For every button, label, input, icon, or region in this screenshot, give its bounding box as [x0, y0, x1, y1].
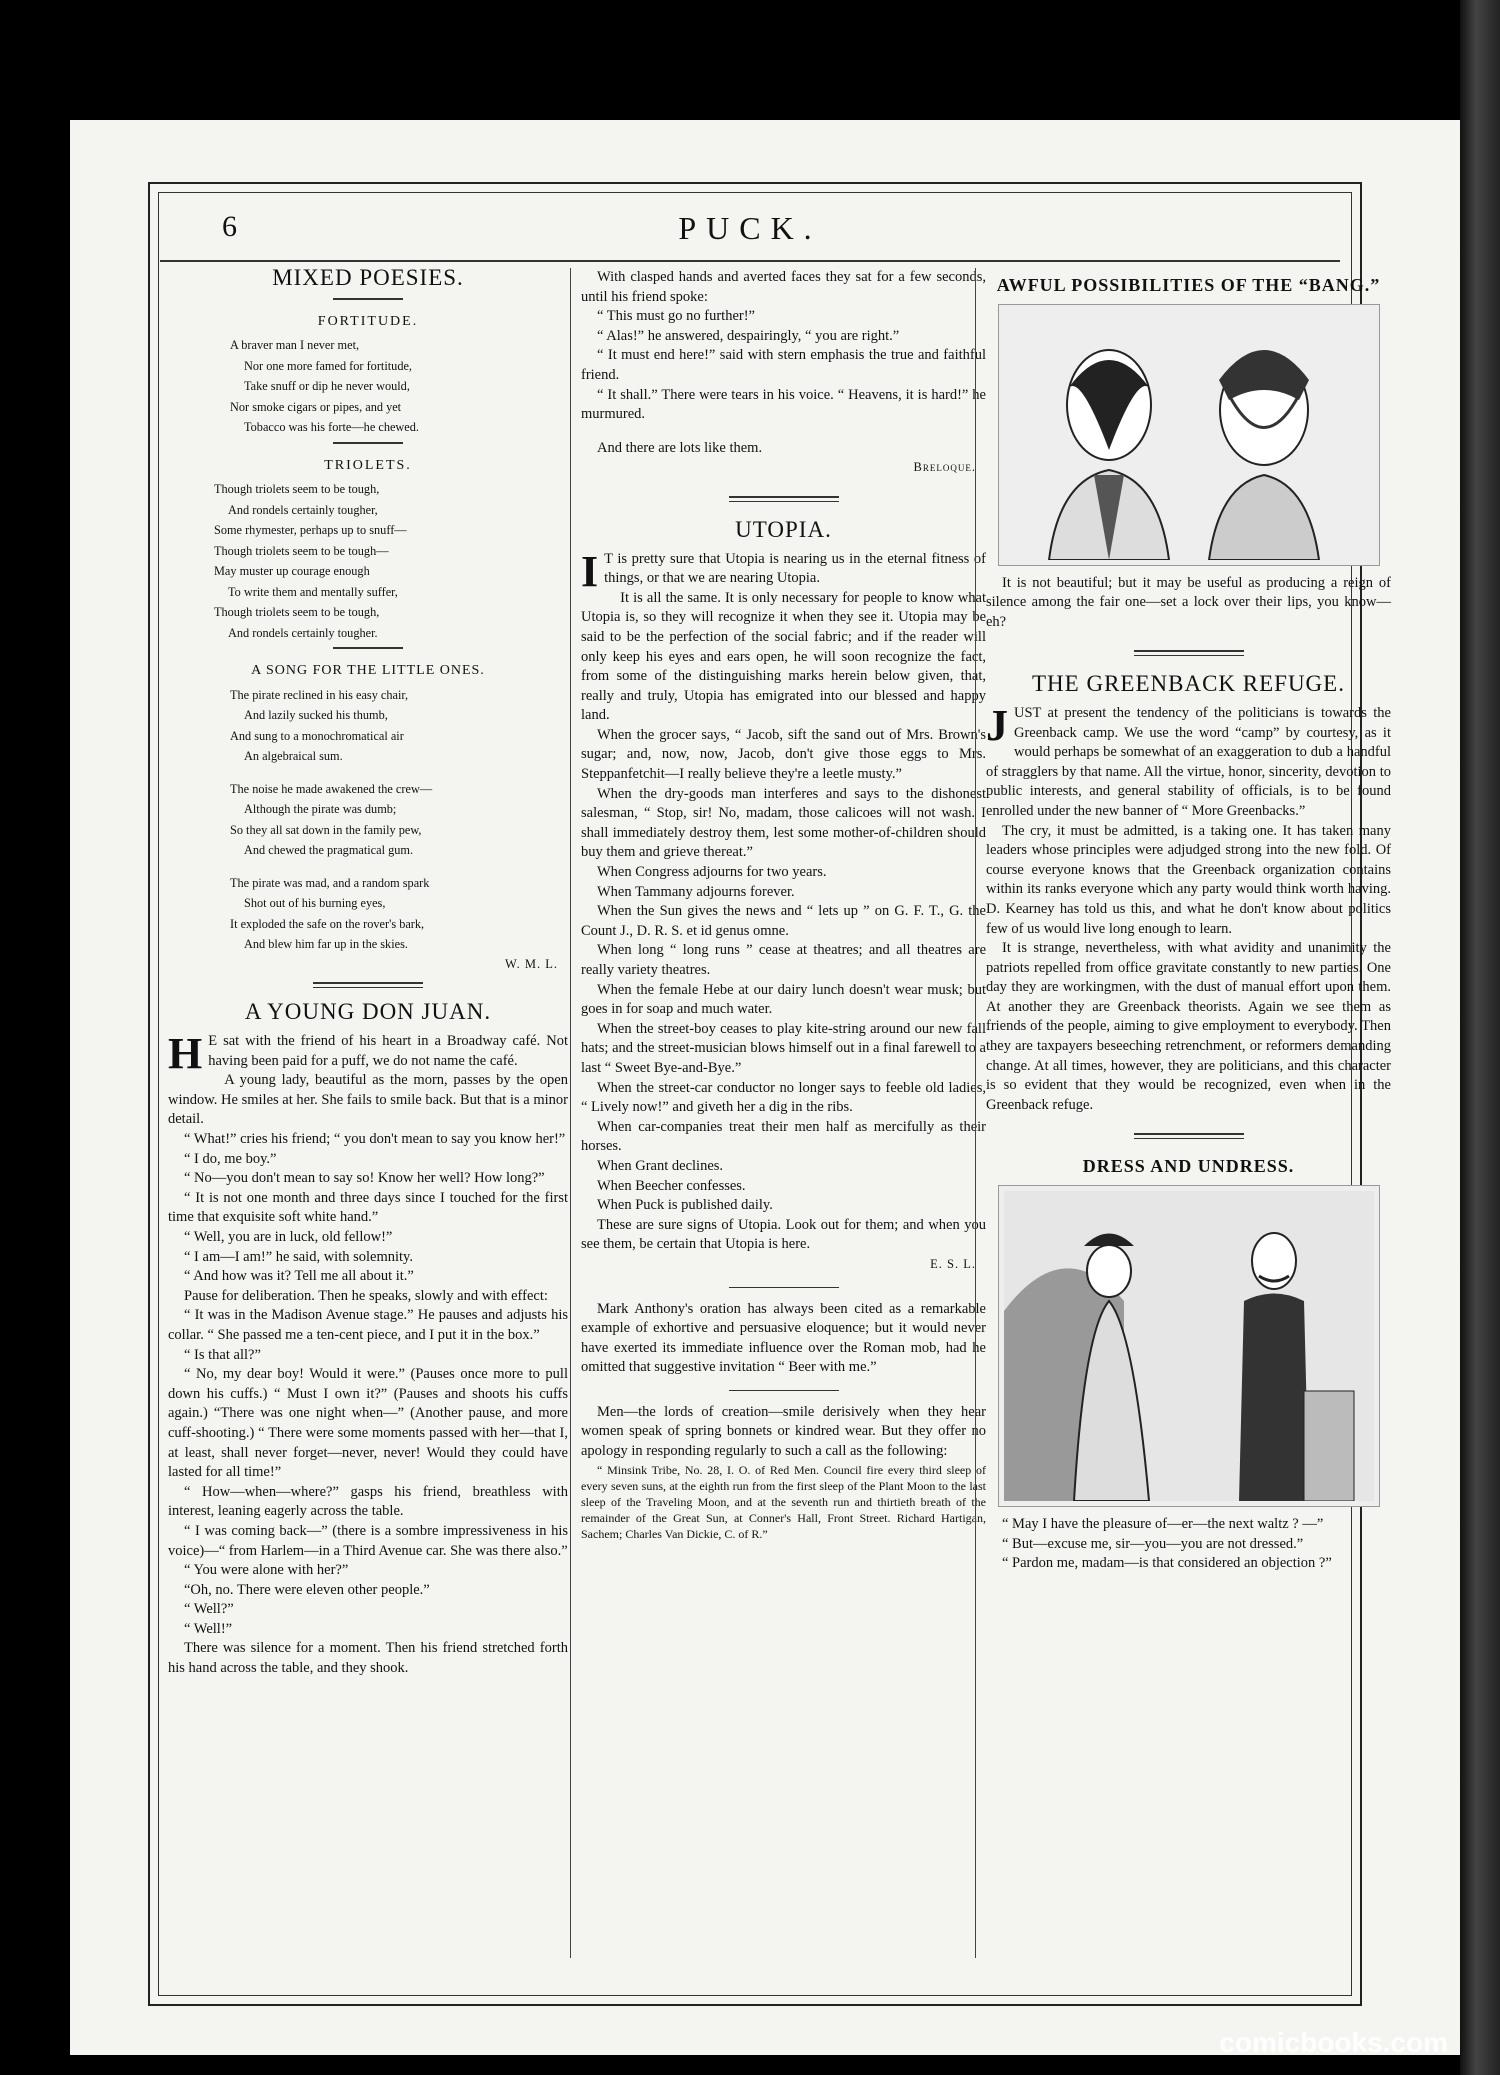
little-ones-poem — [168, 685, 568, 955]
dress-title: DRESS AND UNDRESS. — [1082, 1156, 1295, 1177]
ballroom-scene-icon — [1004, 1191, 1374, 1501]
mixed-poesies-title: MIXED POESIES. — [272, 265, 464, 290]
paragraph: “ It was in the Madison Avenue stage.” He pauses and adjusts his collar. “ She passed me a ten-cent piece, and I put it in the box.” — [168, 1307, 568, 1343]
verse-line: Though triolets seem to be tough, — [214, 605, 380, 620]
verse-line: The pirate reclined in his easy chair, — [230, 687, 409, 702]
paragraph: “ But—excuse me, sir—you—you are not dressed.” — [1002, 1535, 1304, 1552]
paragraph: A young lady, beautiful as the morn, passes by the open window. He smiles at her. She fails to smile back. But that is a minor detail. — [168, 1072, 568, 1128]
paragraph: The cry, it must be admitted, is a taking one. It has taken many leaders whose principles were adjudged strong into the new fold. Of course everyone knows that the Greenback organization contains within its ranks everyone which any party would think worth having. D. Kearney has told us this, and what he don't know about politics few of us would live long enough to learn. — [986, 822, 1391, 937]
paragraph: When car-companies treat their men half as mercifully as their horses. — [581, 1118, 986, 1155]
verse-line: And rondels certainly tougher. — [228, 625, 378, 640]
poem-signature: W. M. L. — [504, 956, 558, 971]
paragraph: “ May I have the pleasure of—er—the next waltz ? —” — [1002, 1516, 1324, 1533]
greenback-article — [986, 700, 1391, 1115]
verse-line: Though triolets seem to be tough— — [214, 543, 389, 558]
paragraph: When Puck is published daily. — [597, 1197, 773, 1214]
binding-edge — [1460, 0, 1500, 2075]
verse-line: And lazily sucked his thumb, — [244, 708, 388, 723]
don-juan-article — [168, 1029, 568, 1679]
paragraph: Men—the lords of creation—smile derisively when they hear women speak of spring bonnets or kindred wear. But they offer no apology in responding regularly to such a call as the following: — [581, 1403, 986, 1460]
paragraph: It is all the same. It is only necessary for people to know what Utopia is, so they will recognize it when they see it. Utopia may be said to be the perfection of the social fabric; and if the reader will only keep his eyes and ears open, he will soon recognize the fact, from some of the distinguishing marks herein below given, that, really and truly, Utopia has emigrated into our blessed and happy land. — [581, 589, 986, 724]
verse-line: Some rhymester, perhaps up to snuff— — [214, 523, 407, 538]
paragraph: I T is pretty sure that Utopia is nearing us in the eternal fitness of things, or that we are nearing Utopia. — [581, 546, 986, 596]
paragraph: When the grocer says, “ Jacob, sift the sand out of Mrs. Brown's sugar; and, now, now, Jacob, don't give those eggs to Mrs. Steppanfetchit—I really believe they're a leetle musty.” — [581, 726, 986, 783]
paragraph: “ Well!” — [184, 1620, 233, 1637]
paragraph: It is strange, nevertheless, with what avidity and unanimity the patriots repelled from office gravitate constantly to new parties. One day they are workingmen, with the dust of manual effort upon them. At another they are Greenback theorists. Again we see them as friends of the people, aiming to give employment to everybody. Then they are taxpayers beseeching retrenchment, or reformers demanding change. At all times, however, they are politicians, and this character is so evident that they would be recognized, even when in the Greenback refuge. — [986, 940, 1391, 1113]
paragraph: “ No—you don't mean to say so! Know her well? How long?” — [184, 1170, 545, 1187]
greenback-title: THE GREENBACK REFUGE. — [1032, 671, 1345, 697]
bang-caption: It is not beautiful; but it may be useful as producing a reign of silence among the fair one—set a lock over their lips, you know—eh? — [986, 574, 1391, 630]
paragraph: “ It must end here!” said with stern emphasis the true and faithful friend. — [581, 347, 986, 383]
verse-line: And rondels certainly tougher, — [228, 502, 378, 517]
paragraph: And there are lots like them. — [597, 439, 763, 456]
paragraph: When Congress adjourns for two years. — [597, 864, 827, 881]
paragraph: JUST at present the tendency of the politicians is towards the Greenback camp. We use the word “camp” by courtesy, as it would perhaps be somewhat of an exaggeration to dub a handful of stragglers by that name. All the virtue, honor, sincerity, devotion to public interests, and general stability of officials, is to be found enrolled under the new banner of “ More Greenbacks.” — [986, 700, 1391, 819]
paragraph: “ I am—I am!” he said, with solemnity. — [184, 1248, 413, 1265]
two-women-portrait-icon — [1009, 310, 1369, 560]
paragraph: “Oh, no. There were eleven other people.” — [184, 1581, 430, 1598]
paragraph: These are sure signs of Utopia. Look out for them; and when you see them, be certain that Utopia is here. — [581, 1216, 986, 1253]
verse-line: Though triolets seem to be tough, — [214, 482, 380, 497]
paragraph: “ What!” cries his friend; “ you don't mean to say you know her!” — [184, 1131, 566, 1148]
page-title: PUCK. — [678, 210, 822, 246]
verse-line: An algebraical sum. — [244, 749, 343, 764]
paragraph: “ Is that all?” — [184, 1346, 261, 1363]
don-juan-continued — [581, 268, 986, 458]
column-2 — [570, 268, 986, 1958]
paragraph: “ Well, you are in luck, old fellow!” — [184, 1229, 393, 1245]
verse-line: May muster up courage enough — [214, 564, 370, 579]
paragraph: When the street-boy ceases to play kite-string around our new fall hats; and the street-musician blows himself out in a final farewell to a last “ Sweet Bye-and-Bye.” — [581, 1020, 986, 1076]
triolets-poem — [168, 479, 568, 643]
column-3 — [975, 268, 1391, 1958]
utopia-title: UTOPIA. — [735, 516, 832, 542]
fortitude-poem — [168, 335, 568, 438]
dress-illustration — [998, 1185, 1380, 1507]
triolets-title: TRIOLETS. — [324, 457, 412, 473]
paragraph: “ And how was it? Tell me all about it.” — [184, 1268, 414, 1285]
paragraph: “ It is not one month and three days since I touched for the first time that exquisite soft white hand.” — [168, 1189, 568, 1226]
paragraph: When the female Hebe at our dairy lunch doesn't wear musk; but goes in for soap and much water. — [581, 981, 986, 1018]
dress-dialogue — [986, 1515, 1391, 1574]
drop-cap: J — [986, 700, 1008, 750]
paragraph: When the Sun gives the news and “ lets up ” on G. F. T., G. the Count J., D. R. S. et id genus omne. — [581, 903, 986, 939]
verse-line: And sung to a monochromatical air — [230, 728, 404, 743]
watermark: comicbooks.com — [1219, 2027, 1448, 2058]
verse-line: Shot out of his burning eyes, — [244, 896, 386, 911]
masthead — [160, 210, 1340, 262]
paragraph: When long “ long runs ” cease at theatres; and all theatres are really variety theatres. — [581, 942, 986, 978]
paragraph: Pause for deliberation. Then he speaks, slowly and with effect: — [184, 1287, 548, 1304]
paragraph: “ You were alone with her?” — [184, 1562, 349, 1579]
verse-line: It exploded the safe on the rover's bark, — [230, 916, 425, 931]
verse-line: Nor one more famed for fortitude, — [244, 358, 412, 373]
verse-line: Although the pirate was dumb; — [244, 802, 397, 817]
utopia-article — [581, 546, 986, 1255]
paragraph: “ Pardon me, madam—is that considered an objection ?” — [1002, 1555, 1332, 1572]
verse-line: The noise he made awakened the crew— — [230, 781, 433, 796]
little-ones-title: A SONG FOR THE LITTLE ONES. — [251, 663, 485, 679]
verse-line: And blew him far up in the skies. — [244, 937, 408, 952]
drop-cap: I — [581, 546, 599, 596]
verse-line: And chewed the pragmatical gum. — [244, 843, 414, 858]
paragraph: H E sat with the friend of his heart in a Broadway café. Not having been paid for a puff, we do not name the café. — [168, 1029, 568, 1079]
paragraph: “ I was coming back—” (there is a sombre impressiveness in his voice)—“ from Harlem—in a Third Avenue car. She was there also.” — [168, 1522, 568, 1559]
bang-title: AWFUL POSSIBILITIES OF THE “BANG.” — [996, 275, 1381, 295]
verse-line: The pirate was mad, and a random spark — [230, 875, 430, 890]
paragraph: “ No, my dear boy! Would it were.” (Pauses once more to pull down his cuffs.) “ Must I own it?” (Pauses and shoots his cuffs again.) “There was one night when—” (Another pause, and more cuff-shooting.) “ There were some moments passed with her—that I, at least, shall never forget—never, never! Would they could have lasted for all time!” — [168, 1366, 568, 1481]
paragraph: Mark Anthony's oration has always been cited as a remarkable example of exhortive and persuasive eloquence; but it would never have exerted its immediate influence over the Roman mob, had he omitted that suggestive invitation “ Beer with me.” — [581, 1300, 986, 1376]
drop-cap: H — [168, 1029, 203, 1079]
verse-line: So they all sat down in the family pew, — [230, 822, 422, 837]
bang-illustration — [998, 304, 1380, 566]
verse-line: Tobacco was his forte—he chewed. — [244, 420, 419, 435]
paragraph: “ How—when—where?” gasps his friend, breathless with interest, leaning eagerly across the table. — [168, 1483, 568, 1520]
paragraph: When Beecher confesses. — [597, 1177, 746, 1194]
don-juan-title: A YOUNG DON JUAN. — [244, 999, 492, 1025]
paragraph: “ Well?” — [184, 1601, 234, 1618]
verse-line: Nor smoke cigars or pipes, and yet — [230, 399, 402, 414]
paragraph: With clasped hands and averted faces they sat for a few seconds, until his friend spoke: — [581, 269, 986, 305]
paragraph: “ This must go no further!” — [597, 308, 755, 325]
men-item — [581, 1403, 986, 1542]
paragraph: “ It shall.” There were tears in his voice. “ Heavens, it is hard!” he murmured. — [581, 386, 986, 423]
red-men-notice: “ Minsink Tribe, No. 28, I. O. of Red Men. Council fire every third sleep of every seven suns, at the eighth run from the first sleep of the Plant Moon to the last sleep of the Traveling Moon, and at the seventh run and thirtieth breath of the remainder of the Great Sun, at Conner's Hall, Front Street. Richard Hartigan, Sachem; Charles Van Dickie, C. of R.” — [581, 1462, 986, 1541]
paragraph: “ I do, me boy.” — [184, 1150, 277, 1167]
verse-line: A braver man I never met, — [230, 338, 360, 353]
paragraph: When the dry-goods man interferes and says to the dishonest salesman, “ Stop, sir! No, madam, those calicoes will not wash. I shall immediately destroy them, lest some mother-of-children should buy them and grieve thereat.” — [581, 785, 986, 861]
verse-line: Take snuff or dip he never would, — [244, 379, 410, 394]
verse-line: To write them and mentally suffer, — [228, 584, 398, 599]
paragraph: When Grant declines. — [597, 1157, 724, 1174]
signature-esl: E. S. L. — [930, 1256, 976, 1271]
column-1 — [168, 265, 568, 1679]
signature-breloque: Breloque. — [913, 460, 976, 475]
fortitude-title: FORTITUDE. — [317, 313, 419, 329]
paragraph: There was silence for a moment. Then his friend stretched forth his hand across the table, and they shook. — [168, 1640, 568, 1677]
antony-item — [581, 1300, 986, 1378]
paragraph: When the street-car conductor no longer says to feeble old ladies, “ Lively now!” and giveth her a dig in the ribs. — [581, 1079, 986, 1116]
page-number: 6 — [222, 210, 237, 243]
paragraph: When Tammany adjourns forever. — [597, 883, 795, 900]
paragraph: “ Alas!” he answered, despairingly, “ you are right.” — [597, 327, 900, 344]
